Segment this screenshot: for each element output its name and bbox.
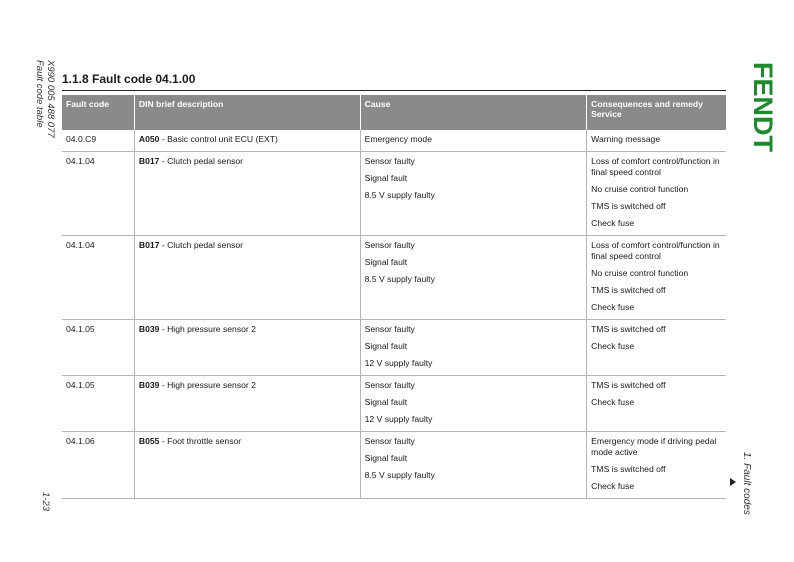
din-code: A050 bbox=[138, 134, 160, 144]
left-margin bbox=[26, 60, 56, 520]
consequence-cell bbox=[587, 376, 726, 432]
cause-item: Signal fault bbox=[364, 453, 408, 463]
consequence-item: TMS is switched off bbox=[591, 285, 666, 295]
consequence-item: Loss of comfort control/function in final speed control bbox=[591, 156, 720, 177]
consequence-cell bbox=[587, 236, 726, 320]
din-code: B055 bbox=[138, 436, 160, 446]
table-row bbox=[62, 152, 726, 236]
header-consequences: Consequences and remedy Service bbox=[587, 95, 726, 130]
din-description-cell bbox=[134, 432, 360, 499]
consequence-item: Loss of comfort control/function in final speed control bbox=[591, 240, 720, 261]
din-description-cell bbox=[134, 130, 360, 152]
consequence-cell bbox=[587, 432, 726, 499]
cause-item: 8.5 V supply faulty bbox=[364, 274, 435, 284]
consequence-item: TMS is switched off bbox=[591, 380, 666, 390]
table-row bbox=[62, 236, 726, 320]
cause-item: Signal fault bbox=[364, 397, 408, 407]
consequence-cell bbox=[587, 152, 726, 236]
consequence-item: Check fuse bbox=[591, 341, 635, 351]
cause-item: Signal fault bbox=[364, 257, 408, 267]
din-text: - Basic control unit ECU (EXT) bbox=[159, 134, 278, 144]
cause-cell bbox=[360, 320, 587, 376]
din-text: - High pressure sensor 2 bbox=[159, 324, 256, 334]
title-rule bbox=[62, 90, 726, 91]
table-row bbox=[62, 320, 726, 376]
cause-item: Sensor faulty bbox=[364, 436, 415, 446]
din-code: B039 bbox=[138, 324, 160, 334]
fault-code-cell: 04.1.04 bbox=[62, 152, 134, 236]
table-row bbox=[62, 432, 726, 499]
cause-item: Sensor faulty bbox=[364, 324, 415, 334]
table-header-row bbox=[62, 95, 726, 130]
cause-item: Signal fault bbox=[364, 173, 408, 183]
cause-item: Emergency mode bbox=[364, 134, 432, 144]
cause-item: 8.5 V supply faulty bbox=[364, 470, 435, 480]
consequence-item: TMS is switched off bbox=[591, 201, 666, 211]
cause-cell bbox=[360, 376, 587, 432]
cause-cell bbox=[360, 130, 587, 152]
consequence-item: TMS is switched off bbox=[591, 464, 666, 474]
chapter-label: 1. Fault codes bbox=[741, 452, 752, 515]
cause-item: 12 V supply faulty bbox=[364, 358, 433, 368]
consequence-item: Check fuse bbox=[591, 481, 635, 491]
cause-item: 8.5 V supply faulty bbox=[364, 190, 435, 200]
header-cause: Cause bbox=[360, 95, 587, 130]
fault-code-cell: 04.1.05 bbox=[62, 376, 134, 432]
din-text: - High pressure sensor 2 bbox=[159, 380, 256, 390]
fault-code-cell: 04.1.04 bbox=[62, 236, 134, 320]
table-row bbox=[62, 376, 726, 432]
din-text: - Clutch pedal sensor bbox=[159, 156, 244, 166]
fault-table bbox=[62, 95, 726, 499]
consequence-item: TMS is switched off bbox=[591, 324, 666, 334]
consequence-item: Emergency mode if driving pedal mode active bbox=[591, 436, 717, 457]
header-din-description: DIN brief description bbox=[134, 95, 360, 130]
cause-item: Sensor faulty bbox=[364, 156, 415, 166]
section-title: 1.1.8 Fault code 04.1.00 bbox=[62, 72, 196, 86]
consequence-item: Warning message bbox=[591, 134, 661, 144]
page-number: 1-23 bbox=[40, 492, 51, 512]
din-description-cell bbox=[134, 320, 360, 376]
din-text: - Clutch pedal sensor bbox=[159, 240, 244, 250]
fault-code-cell: 04.1.06 bbox=[62, 432, 134, 499]
next-page-arrow-icon bbox=[730, 478, 736, 486]
consequence-item: Check fuse bbox=[591, 218, 635, 228]
cause-item: Sensor faulty bbox=[364, 240, 415, 250]
din-description-cell bbox=[134, 376, 360, 432]
fault-code-cell: 04.1.05 bbox=[62, 320, 134, 376]
consequence-item: No cruise control function bbox=[591, 184, 689, 194]
din-text: - Foot throttle sensor bbox=[159, 436, 242, 446]
cause-cell bbox=[360, 152, 587, 236]
consequence-cell bbox=[587, 130, 726, 152]
cause-cell bbox=[360, 432, 587, 499]
cause-item: Signal fault bbox=[364, 341, 408, 351]
consequence-item: No cruise control function bbox=[591, 268, 689, 278]
din-description-cell bbox=[134, 152, 360, 236]
din-code: B017 bbox=[138, 240, 160, 250]
fendt-logo bbox=[740, 60, 778, 168]
din-code: B017 bbox=[138, 156, 160, 166]
table-body bbox=[62, 130, 726, 499]
header-fault-code: Fault code bbox=[62, 95, 134, 130]
cause-item: Sensor faulty bbox=[364, 380, 415, 390]
fault-code-cell: 04.0.C9 bbox=[62, 130, 134, 152]
consequence-item: Check fuse bbox=[591, 302, 635, 312]
doc-title: Fault code table bbox=[34, 60, 45, 128]
din-code: B039 bbox=[138, 380, 160, 390]
din-description-cell bbox=[134, 236, 360, 320]
table-row bbox=[62, 130, 726, 152]
cause-item: 12 V supply faulty bbox=[364, 414, 433, 424]
logo-text: FENDT bbox=[748, 62, 778, 152]
consequence-item: Check fuse bbox=[591, 397, 635, 407]
cause-cell bbox=[360, 236, 587, 320]
consequence-cell bbox=[587, 320, 726, 376]
doc-number: X990 005 488 077 bbox=[45, 60, 56, 138]
